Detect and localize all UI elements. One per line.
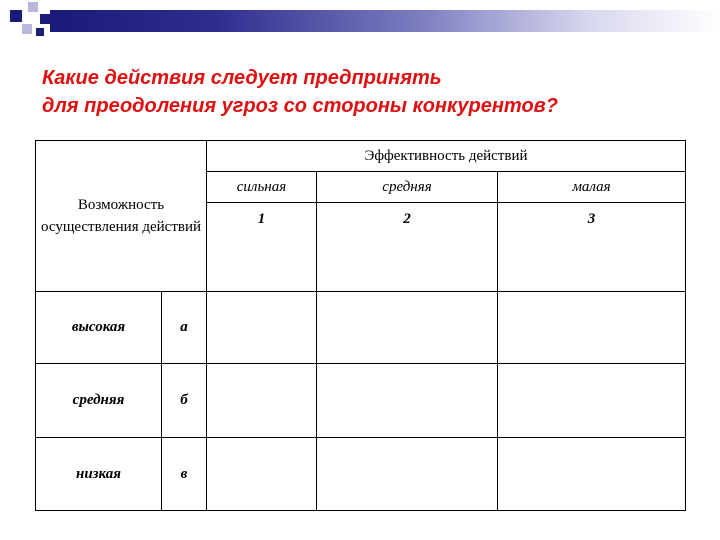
decor-square xyxy=(22,24,32,34)
title-line-2: для преодоления угроз со стороны конкурентов? xyxy=(42,95,558,117)
row-label: низкая xyxy=(36,438,162,511)
level-medium: средняя xyxy=(317,172,498,203)
table-cell xyxy=(317,292,498,364)
decor-square xyxy=(36,28,44,36)
table-cell xyxy=(317,438,498,511)
row-label: средняя xyxy=(36,364,162,438)
possibility-header: Возможность осуществления действий xyxy=(36,141,207,292)
table-cell xyxy=(317,364,498,438)
effectiveness-header: Эффективность действий xyxy=(207,141,686,172)
decor-square xyxy=(40,14,50,24)
row-letter: а xyxy=(162,292,207,364)
decor-square xyxy=(28,2,38,12)
level-strong: сильная xyxy=(207,172,317,203)
level-low: малая xyxy=(498,172,686,203)
column-number-2: 2 xyxy=(317,203,498,292)
table-cell xyxy=(498,364,686,438)
table-cell xyxy=(207,364,317,438)
decor-square xyxy=(10,10,22,22)
table-row xyxy=(36,292,686,364)
table-cell xyxy=(207,292,317,364)
table-cell xyxy=(207,438,317,511)
column-number-1: 1 xyxy=(207,203,317,292)
table-row xyxy=(36,438,686,511)
header-gradient-band xyxy=(50,10,720,32)
table-row xyxy=(36,364,686,438)
page-title xyxy=(42,64,702,120)
row-letter: в xyxy=(162,438,207,511)
table-cell xyxy=(498,438,686,511)
table-cell xyxy=(498,292,686,364)
title-line-1: Какие действия следует предпринять xyxy=(42,67,442,89)
row-label: высокая xyxy=(36,292,162,364)
column-number-3: 3 xyxy=(498,203,686,292)
effectiveness-table xyxy=(35,140,686,511)
row-letter: б xyxy=(162,364,207,438)
